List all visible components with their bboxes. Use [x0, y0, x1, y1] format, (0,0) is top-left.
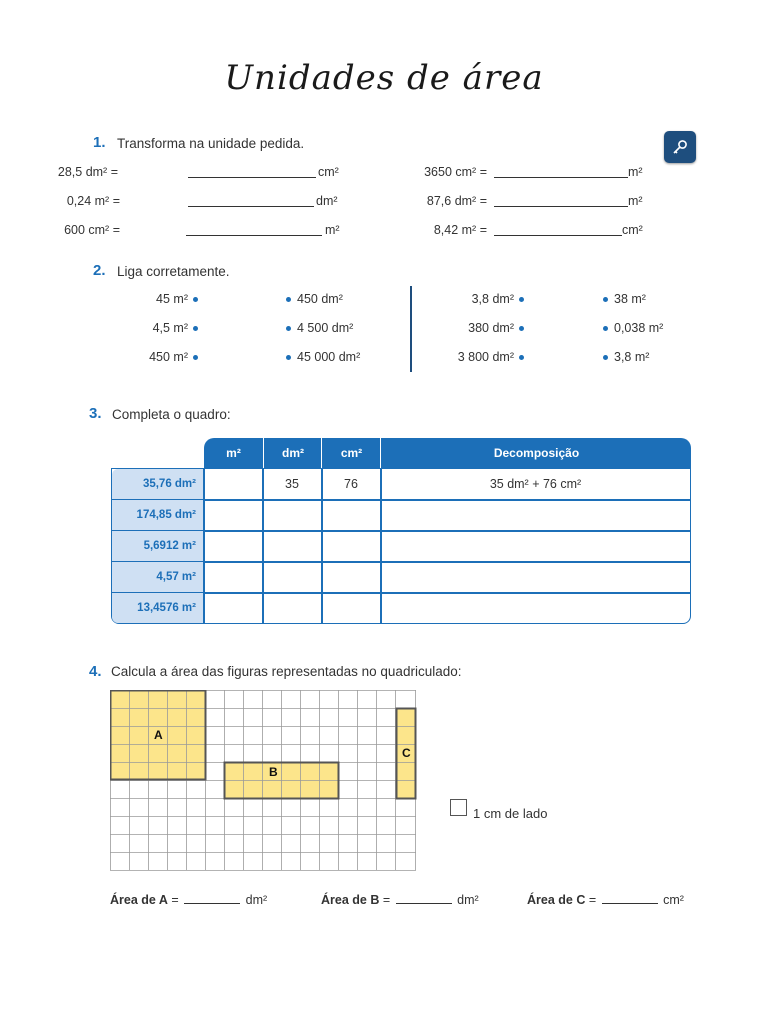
match-dot[interactable]	[519, 326, 524, 331]
q1-left-0-blank[interactable]	[188, 165, 316, 178]
conversion-table	[111, 468, 691, 624]
match-dot[interactable]	[286, 297, 291, 302]
match-item: 380 dm²	[468, 321, 514, 335]
answer-c-eq: =	[588, 893, 597, 907]
q1-right-1-prefix: 87,6 dm² =	[426, 194, 487, 208]
cell-m2[interactable]	[204, 469, 262, 500]
shape-a-label: A	[154, 728, 163, 742]
answer-b-unit: dm²	[457, 893, 479, 907]
q1-right-2-blank[interactable]	[494, 223, 622, 236]
header-decomposition: Decomposição	[380, 438, 692, 468]
match-dot[interactable]	[519, 355, 524, 360]
answer-a	[110, 891, 267, 907]
match-dot[interactable]	[603, 326, 608, 331]
row-divider	[204, 561, 690, 563]
row-label: 4,57 m²	[112, 562, 204, 593]
q1-text: Transforma na unidade pedida.	[117, 136, 305, 151]
key-icon	[671, 138, 689, 156]
match-item: 450 m²	[149, 350, 188, 364]
cell-dm2[interactable]: 35	[285, 477, 299, 491]
shape-b-label: B	[269, 765, 278, 779]
match-item: 3,8 dm²	[471, 292, 514, 306]
q1-left-1-blank[interactable]	[188, 194, 314, 207]
match-divider	[410, 286, 412, 372]
match-item: 4 500 dm²	[297, 321, 354, 335]
match-item: 45 000 dm²	[297, 350, 361, 364]
q1-left-2-blank[interactable]	[186, 223, 322, 236]
row-divider	[204, 530, 690, 532]
page-title: Unidades de área	[224, 58, 544, 98]
match-dot[interactable]	[193, 297, 198, 302]
row-label: 35,76 dm²	[112, 469, 204, 500]
row-label: 5,6912 m²	[112, 531, 204, 562]
unit-square-icon	[450, 799, 467, 816]
match-item: 4,5 m²	[152, 321, 188, 335]
answer-a-label: Área de A	[110, 893, 168, 907]
q1-right-1-suffix: m²	[628, 194, 643, 208]
q2-text: Liga corretamente.	[117, 264, 230, 279]
answer-a-eq: =	[171, 893, 179, 907]
header-cm2: cm²	[321, 438, 381, 468]
grid-figure	[110, 690, 418, 872]
shape-c-label: C	[402, 746, 411, 760]
answer-c-blank[interactable]	[602, 891, 658, 904]
answer-c	[527, 891, 684, 907]
answer-c-label: Área de C	[527, 893, 586, 907]
q4-number: 4.	[89, 663, 102, 680]
answer-a-unit: dm²	[245, 893, 268, 907]
q3-text: Completa o quadro:	[112, 407, 231, 422]
q1-left-1-prefix: 0,24 m² =	[66, 194, 120, 208]
row-divider	[204, 592, 690, 594]
q1-right-0-blank[interactable]	[494, 165, 628, 178]
match-item: 45 m²	[156, 292, 188, 306]
table-header	[204, 438, 691, 468]
answer-a-blank[interactable]	[184, 891, 240, 904]
match-item: 3 800 dm²	[457, 350, 514, 364]
q1-right-0-prefix: 3650 cm² =	[424, 165, 487, 179]
q1-left-0-suffix: cm²	[318, 165, 339, 179]
match-item: 450 dm²	[297, 292, 343, 306]
q2-number: 2.	[93, 262, 106, 279]
answer-b-blank[interactable]	[396, 891, 452, 904]
answer-key-button[interactable]	[664, 131, 696, 163]
match-dot[interactable]	[193, 326, 198, 331]
header-dm2: dm²	[263, 438, 322, 468]
match-dot[interactable]	[286, 326, 291, 331]
answer-b	[321, 891, 479, 907]
q1-left-1-suffix: dm²	[316, 194, 338, 208]
q1-right-2-prefix: 8,42 m² =	[433, 223, 487, 237]
match-dot[interactable]	[603, 355, 608, 360]
row-label: 13,4576 m²	[112, 593, 204, 623]
q1-right-0-suffix: m²	[628, 165, 643, 179]
q1-number: 1.	[93, 134, 106, 151]
match-item: 3,8 m²	[614, 350, 650, 364]
q1-left-0-prefix: 28,5 dm² =	[57, 165, 118, 179]
q1-left-2-prefix: 600 cm² =	[64, 223, 120, 237]
match-item: 38 m²	[614, 292, 646, 306]
header-m2: m²	[226, 446, 241, 460]
match-dot[interactable]	[603, 297, 608, 302]
answer-b-eq: =	[382, 893, 391, 907]
answer-c-unit: cm²	[663, 893, 684, 907]
q1-left-2-suffix: m²	[325, 223, 340, 237]
row-label: 174,85 dm²	[112, 500, 204, 531]
match-dot[interactable]	[193, 355, 198, 360]
answer-b-label: Área de B	[321, 893, 380, 907]
q1-right-2-suffix: cm²	[622, 223, 643, 237]
cell-cm2[interactable]: 76	[344, 477, 358, 491]
match-dot[interactable]	[519, 297, 524, 302]
cell-decomposition[interactable]: 35 dm² + 76 cm²	[489, 477, 582, 491]
match-item: 0,038 m²	[614, 321, 664, 335]
q3-number: 3.	[89, 405, 102, 422]
match-dot[interactable]	[286, 355, 291, 360]
q1-right-1-blank[interactable]	[494, 194, 628, 207]
q4-text: Calcula a área das figuras representadas no quadriculado:	[111, 664, 462, 679]
legend-text: 1 cm de lado	[473, 806, 548, 821]
